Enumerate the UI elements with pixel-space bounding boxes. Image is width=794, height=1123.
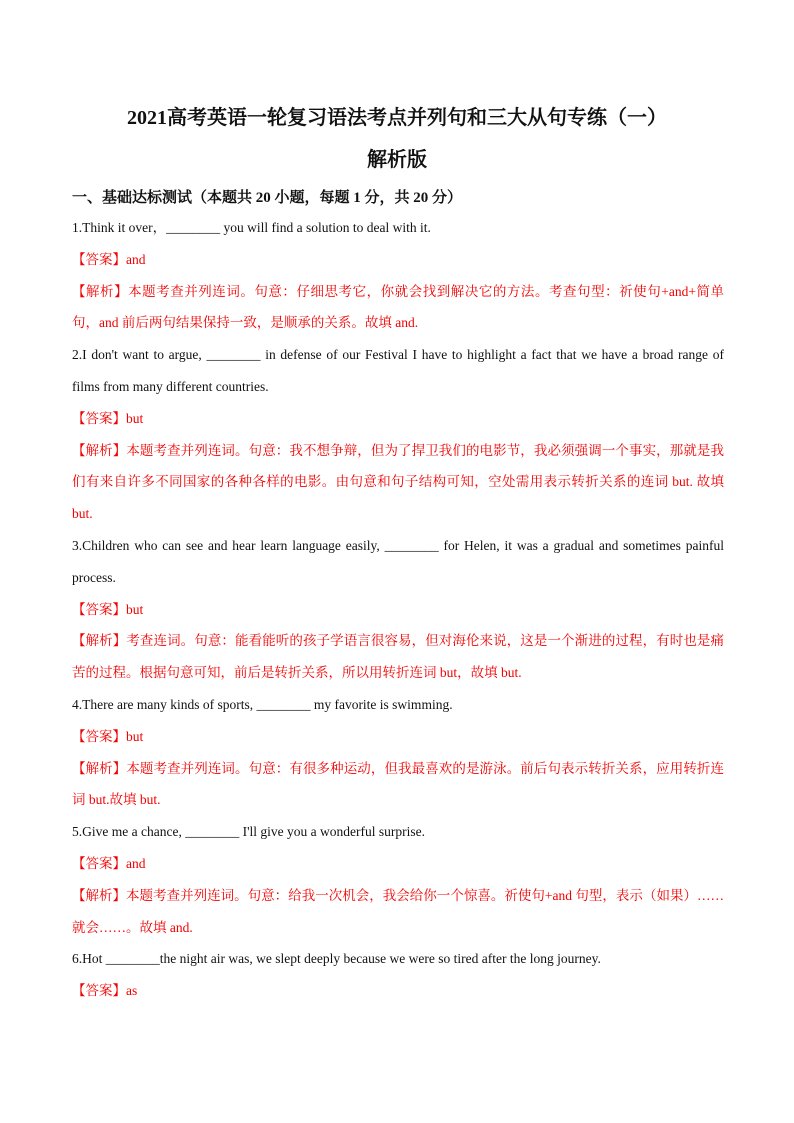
answer-value: as — [126, 983, 138, 999]
analysis-paragraph: 【解析】本题考查并列连词。句意：有很多种运动，但我最喜欢的是游泳。前后句表示转折关系，应用转折连词 but.故填 but. — [72, 760, 724, 808]
answer-value: and — [126, 855, 146, 871]
question-stem: 2.I don't want to argue, ________ in defense of our Festival I have to highlight a fact that we have a broad range of films from many different countries. — [72, 347, 724, 394]
answer-value: and — [126, 251, 146, 267]
answer-label: 【答案】 — [72, 728, 126, 744]
analysis-paragraph: 【解析】考查连词。句意：能看能听的孩子学语言很容易，但对海伦来说，这是一个渐进的过程，有时也是痛苦的过程。根据句意可知，前后是转折关系，所以用转折连词 but，故填 but. — [72, 633, 724, 681]
answer-line — [72, 975, 724, 1007]
analysis-paragraph: 【解析】本题考查并列连词。句意：给我一次机会，我会给你一个惊喜。祈使句+and 句型，表示（如果）……就会……。故填 and. — [72, 887, 724, 935]
answer-line — [72, 721, 724, 753]
question-stem: 6.Hot ________the night air was, we slept deeply because we were so tired after the long journey. — [72, 951, 601, 967]
answer-label: 【答案】 — [72, 983, 126, 999]
page-subtitle: 解析版 — [367, 149, 427, 171]
question-stem: 4.There are many kinds of sports, ________ my favorite is swimming. — [72, 696, 453, 712]
question-list — [72, 212, 724, 1007]
answer-value: but — [126, 728, 144, 744]
answer-value: but — [126, 601, 144, 617]
page-title: 2021高考英语一轮复习语法考点并列句和三大从句专练（一） — [127, 107, 667, 129]
answer-label: 【答案】 — [72, 251, 126, 267]
answer-line — [72, 594, 724, 626]
answer-value: but — [126, 410, 144, 426]
answer-line — [72, 244, 724, 276]
question-stem: 3.Children who can see and hear learn language easily, ________ for Helen, it was a gradual and sometimes painful process. — [72, 537, 724, 585]
answer-label: 【答案】 — [72, 855, 126, 871]
answer-line — [72, 848, 724, 880]
answer-line — [72, 403, 724, 435]
section-heading: 一、基础达标测试（本题共 20 小题，每题 1 分，共 20 分） — [72, 190, 463, 206]
question-stem: 5.Give me a chance, ________ I'll give you a wonderful surprise. — [72, 824, 425, 840]
answer-label: 【答案】 — [72, 601, 126, 617]
question-stem: 1.Think it over，________ you will find a solution to deal with it. — [72, 220, 431, 235]
analysis-paragraph: 【解析】本题考查并列连词。句意：仔细思考它，你就会找到解决它的方法。考查句型：祈使句+and+简单句，and 前后两句结果保持一致，是顺承的关系。故填 and. — [72, 283, 724, 331]
answer-label: 【答案】 — [72, 410, 126, 426]
analysis-paragraph: 【解析】本题考查并列连词。句意：我不想争辩，但为了捍卫我们的电影节，我必须强调一个事实，那就是我们有来自许多不同国家的各种各样的电影。由句意和句子结构可知，空处需用表示转折关系的连词 but. 故填 but. — [72, 442, 724, 522]
